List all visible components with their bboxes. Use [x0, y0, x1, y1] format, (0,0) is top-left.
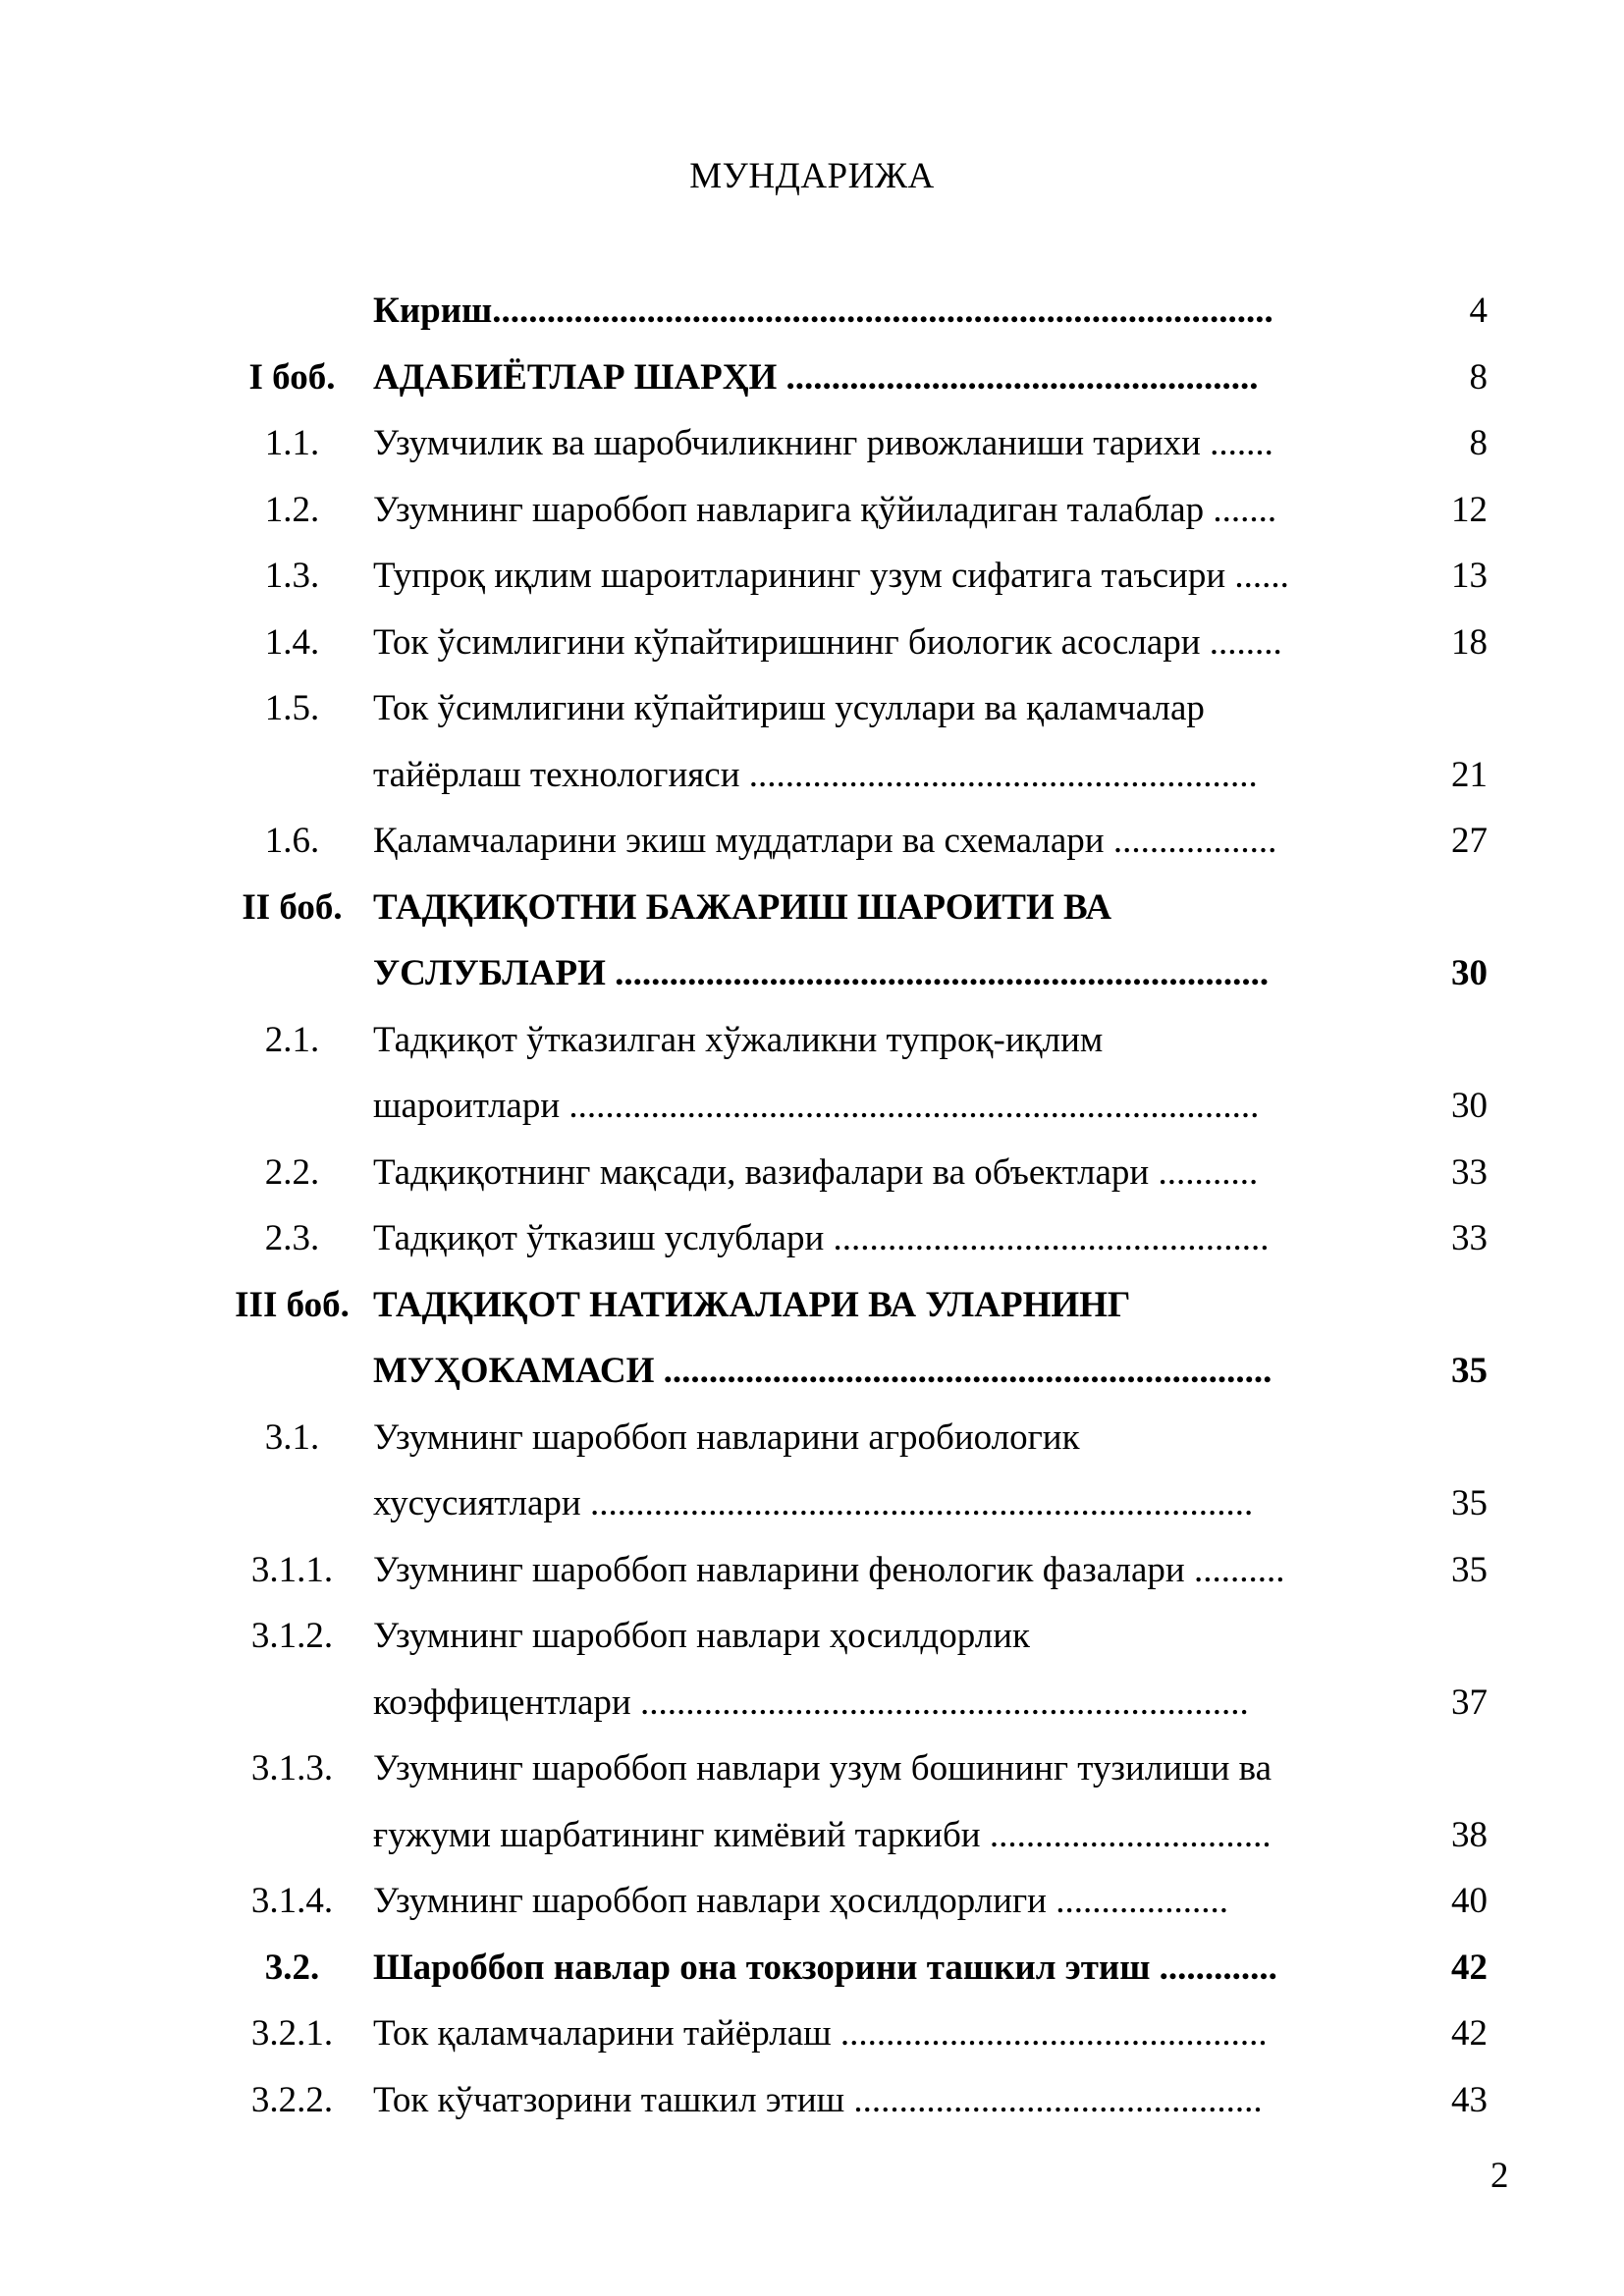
- toc-entry-title: [373, 1140, 1414, 1206]
- toc-entry-title: [373, 1603, 1414, 1735]
- toc-entry-page: 21: [1451, 754, 1488, 795]
- toc-entry: [211, 1537, 1488, 1604]
- toc-entry-title-line: Узумнинг шароббоп навлари узум бошининг тузилиши ва: [373, 1748, 1272, 1789]
- toc-entry-title-line: тайёрлаш технологияси ........................................................: [373, 754, 1258, 795]
- toc-entry-page: 13: [1451, 556, 1488, 596]
- toc-entry-page: 8: [1469, 356, 1488, 398]
- page-number: 2: [1490, 2156, 1509, 2196]
- table-of-contents: [211, 278, 1488, 2133]
- toc-entry: [211, 1140, 1488, 1206]
- toc-entry-title-line: Ток ўсимлигини кўпайтириш усуллари ва қаламчалар: [373, 688, 1205, 728]
- toc-entry-title: [373, 1007, 1414, 1140]
- toc-entry-page: 12: [1451, 489, 1488, 530]
- toc-entry-number: 2.2.: [264, 1151, 320, 1193]
- page-title: МУНДАРИЖА: [689, 156, 935, 196]
- toc-entry-number: 1.3.: [264, 556, 320, 596]
- toc-entry-title-line: хусусиятлари .........................................................................: [373, 1483, 1254, 1523]
- toc-entry-page: 35: [1451, 1483, 1488, 1523]
- toc-entry-title: [373, 278, 1414, 345]
- toc-entry-title: [373, 675, 1414, 808]
- toc-entry-title: [373, 345, 1414, 411]
- toc-entry-number: 2.1.: [264, 1019, 320, 1060]
- toc-entry-title-line: Узумнинг шароббоп навлари ҳосилдорлиги ...................: [373, 1881, 1228, 1921]
- toc-entry-title: [373, 477, 1414, 544]
- toc-entry-title-line: Шароббоп навлар она токзорини ташкил этиш .............: [373, 1947, 1277, 1988]
- toc-entry-title: [373, 1735, 1414, 1868]
- toc-entry-title: [373, 875, 1414, 1007]
- toc-entry-title: [373, 1272, 1414, 1405]
- toc-entry-page: 38: [1451, 1814, 1488, 1855]
- toc-entry-number: II боб.: [242, 886, 343, 928]
- toc-entry-title: [373, 610, 1414, 676]
- toc-entry-title-line: Узумнинг шароббоп навларини фенологик фазалари ..........: [373, 1549, 1285, 1590]
- toc-entry-title-line: Тупроқ иқлим шароитларининг узум сифатига таъсири ......: [373, 556, 1289, 596]
- toc-entry-number: 2.3.: [264, 1218, 320, 1258]
- toc-entry-title: [373, 2001, 1414, 2067]
- toc-entry: [211, 1405, 1488, 1537]
- toc-entry: [211, 410, 1488, 477]
- toc-entry-title: [373, 543, 1414, 610]
- toc-entry-title-line: Тадқиқотнинг мақсади, вазифалари ва объектлари ...........: [373, 1151, 1259, 1193]
- toc-entry-number: 3.1.2.: [250, 1616, 334, 1656]
- toc-entry-title-line: Ток кўчатзорини ташкил этиш .............................................: [373, 2079, 1263, 2120]
- toc-entry-title: [373, 2067, 1414, 2134]
- toc-entry-title: [373, 1868, 1414, 1935]
- toc-entry-number: 1.1.: [264, 423, 320, 463]
- toc-entry-title-line: Кириш......................................................................................: [373, 291, 1273, 331]
- toc-entry-number: 3.1.4.: [250, 1881, 334, 1921]
- toc-entry-number: 3.1.3.: [250, 1748, 334, 1789]
- toc-entry-number: 3.2.: [264, 1947, 320, 1988]
- toc-entry-title-line: Узумчилик ва шаробчиликнинг ривожланиши тарихи .......: [373, 423, 1273, 463]
- toc-entry-page: 4: [1469, 291, 1488, 331]
- toc-entry: [211, 477, 1488, 544]
- toc-entry: [211, 1603, 1488, 1735]
- toc-entry-number: 1.4.: [264, 621, 320, 663]
- toc-entry-title-line: Ток қаламчаларини тайёрлаш ...............................................: [373, 2013, 1268, 2054]
- toc-entry-page: 8: [1469, 423, 1488, 463]
- toc-entry-title: [373, 1405, 1414, 1537]
- toc-entry: [211, 1868, 1488, 1935]
- toc-entry-number: 1.2.: [264, 489, 320, 530]
- toc-entry-title: [373, 808, 1414, 875]
- toc-entry-title-line: Узумнинг шароббоп навларини агробиологик: [373, 1416, 1080, 1458]
- toc-entry-page: 40: [1451, 1881, 1488, 1921]
- toc-entry: [211, 808, 1488, 875]
- toc-entry-number: I боб.: [248, 356, 336, 398]
- toc-entry-page: 42: [1451, 1947, 1488, 1988]
- toc-entry: [211, 1272, 1488, 1405]
- toc-entry: [211, 1935, 1488, 2002]
- toc-entry-number: 3.1.: [264, 1416, 320, 1458]
- toc-entry: [211, 345, 1488, 411]
- toc-entry-page: 37: [1451, 1682, 1488, 1723]
- toc-entry-title-line: ғужуми шарбатининг кимёвий таркиби ...............................: [373, 1814, 1272, 1855]
- toc-entry: [211, 675, 1488, 808]
- toc-entry-title-line: Тадқиқот ўтказиш услублари ................................................: [373, 1218, 1270, 1258]
- toc-entry-title-line: Тадқиқот ўтказилган хўжаликни тупроқ-иқлим: [373, 1019, 1104, 1060]
- toc-entry-title-line: Узумнинг шароббоп навлари ҳосилдорлик: [373, 1616, 1030, 1656]
- toc-entry-title-line: АДАБИЁТЛАР ШАРҲИ ....................................................: [373, 356, 1259, 398]
- toc-entry: [211, 1007, 1488, 1140]
- toc-entry: [211, 2001, 1488, 2067]
- toc-entry: [211, 1735, 1488, 1868]
- toc-entry-title-line: ТАДҚИҚОТ НАТИЖАЛАРИ ВА УЛАРНИНГ: [373, 1284, 1131, 1325]
- toc-entry-number: 3.1.1.: [250, 1549, 334, 1590]
- toc-entry-number: 1.6.: [264, 821, 320, 861]
- toc-entry-page: 33: [1451, 1218, 1488, 1258]
- toc-entry-page: 18: [1451, 621, 1488, 663]
- toc-entry-page: 42: [1451, 2013, 1488, 2054]
- toc-entry-title-line: Ток ўсимлигини кўпайтиришнинг биологик асослари ........: [373, 621, 1282, 663]
- toc-entry-number: 3.2.2.: [250, 2079, 334, 2120]
- toc-entry-title: [373, 1205, 1414, 1272]
- toc-entry: [211, 278, 1488, 345]
- toc-entry-page: 30: [1451, 953, 1488, 993]
- toc-entry-title-line: Узумнинг шароббоп навларига қўйиладиган талаблар .......: [373, 489, 1277, 530]
- toc-entry-title-line: МУҲОКАМАСИ ...................................................................: [373, 1351, 1272, 1391]
- toc-entry-title-line: Қаламчаларини экиш муддатлари ва схемалари ..................: [373, 821, 1277, 861]
- toc-entry-title-line: ТАДҚИҚОТНИ БАЖАРИШ ШАРОИТИ ВА: [373, 886, 1112, 928]
- toc-entry-number: III боб.: [235, 1284, 350, 1325]
- toc-entry: [211, 543, 1488, 610]
- toc-entry-page: 35: [1451, 1351, 1488, 1391]
- toc-entry-page: 33: [1451, 1151, 1488, 1193]
- toc-entry-page: 30: [1451, 1086, 1488, 1126]
- toc-entry-title: [373, 410, 1414, 477]
- toc-entry-title: [373, 1537, 1414, 1604]
- toc-entry-page: 35: [1451, 1549, 1488, 1590]
- toc-entry-title-line: шароитлари ............................................................................: [373, 1086, 1260, 1126]
- toc-entry-number: 3.2.1.: [250, 2013, 334, 2054]
- toc-entry-number: [211, 278, 373, 345]
- toc-entry-title: [373, 1935, 1414, 2002]
- toc-entry: [211, 610, 1488, 676]
- toc-entry-page: 27: [1451, 821, 1488, 861]
- toc-entry: [211, 2067, 1488, 2134]
- toc-entry-title-line: коэффицентлари ...................................................................: [373, 1682, 1249, 1723]
- toc-entry: [211, 875, 1488, 1007]
- toc-entry-number: 1.5.: [264, 688, 320, 728]
- toc-entry: [211, 1205, 1488, 1272]
- toc-entry-title-line: УСЛУБЛАРИ ........................................................................: [373, 953, 1270, 993]
- toc-entry-page: 43: [1451, 2079, 1488, 2120]
